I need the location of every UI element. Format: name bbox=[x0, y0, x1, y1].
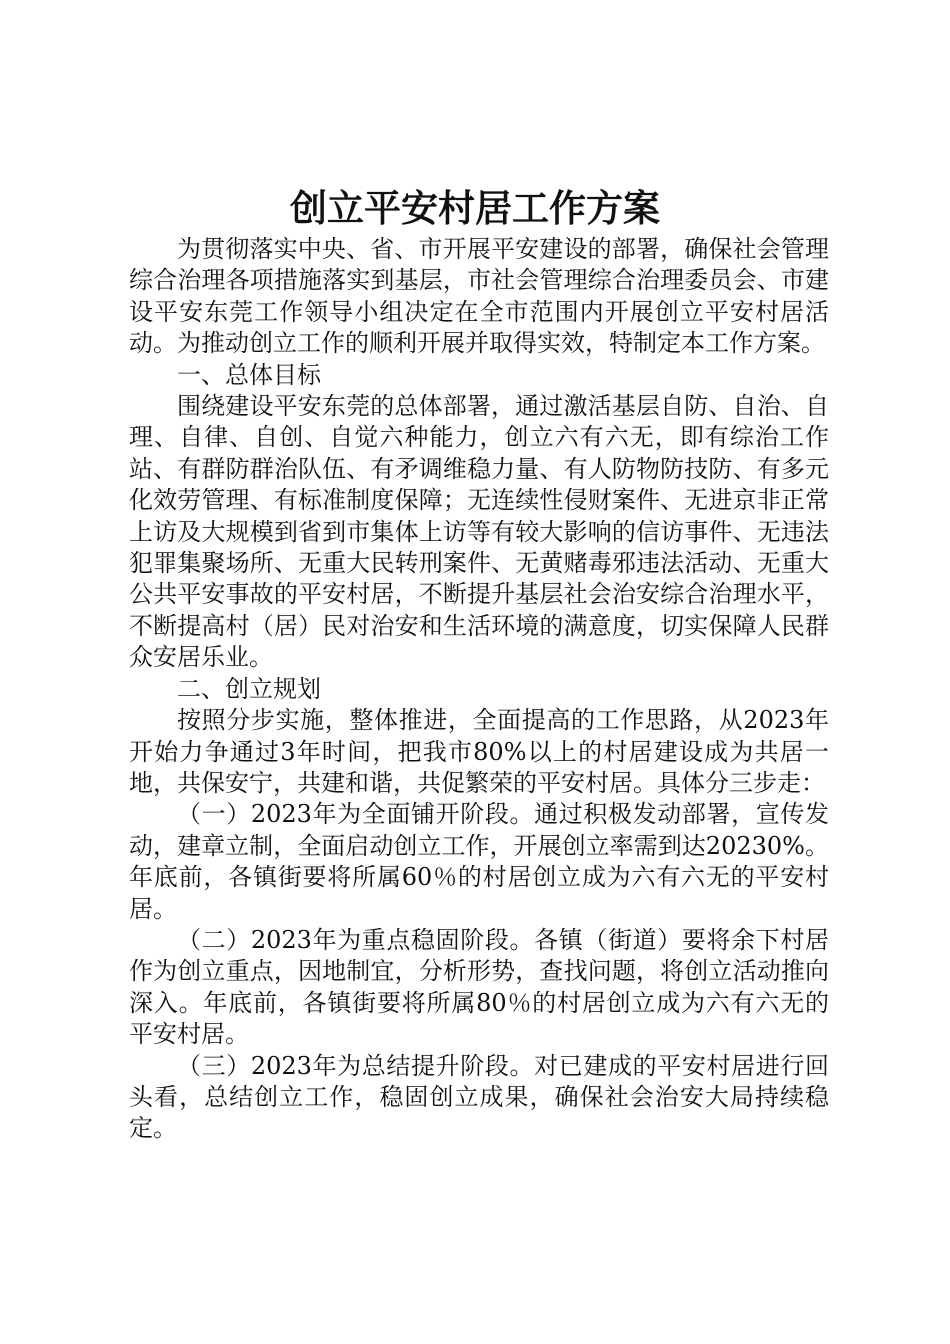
phase-one-paragraph: （一）2023年为全面铺开阶段。通过积极发动部署，宣传发动，建章立制，全面启动创立工作，开展创立率需到达20230%。年底前，各镇街要将所属60％的村居创立成为六有六无的平安村居。 bbox=[129, 800, 829, 923]
phase-three-paragraph: （三）2023年为总结提升阶段。对已建成的平安村居进行回头看，总结创立工作，稳固创立成果，确保社会治安大局持续稳定。 bbox=[129, 1051, 829, 1143]
section-heading-overall-goal: 一、总体目标 bbox=[177, 360, 321, 389]
document-body bbox=[129, 234, 829, 1145]
phase-two-paragraph: （二）2023年为重点稳固阶段。各镇（街道）要将余下村居作为创立重点，因地制宜，分析形势，查找问题，将创立活动推向深入。年底前，各镇街要将所属80％的村居创立成为六有六无的平安村居。 bbox=[129, 925, 829, 1049]
overall-goal-paragraph: 围绕建设平安东莞的总体部署，通过激活基层自防、自治、自理、自律、自创、自觉六种能力，创立六有六无，即有综治工作站、有群防群治队伍、有矛调维稳力量、有人防物防技防、有多元化效劳管理、有标准制度保障；无连续性侵财案件、无进京非正常上访及大规模到省到市集体上访等有较大影响的信访事件、无违法犯罪集聚场所、无重大民转刑案件、无黄赌毒邪违法活动、无重大公共平安事故的平安村居，不断提升基层社会治安综合治理水平，不断提高村（居）民对治安和生活环境的满意度，切实保障人民群众安居乐业。 bbox=[129, 392, 829, 672]
intro-paragraph: 为贯彻落实中央、省、市开展平安建设的部署，确保社会管理综合治理各项措施落实到基层，市社会管理综合治理委员会、市建设平安东莞工作领导小组决定在全市范围内开展创立平安村居活动。为推动创立工作的顺利开展并取得实效，特制定本工作方案。 bbox=[129, 235, 829, 358]
plan-paragraph: 按照分步实施，整体推进，全面提高的工作思路，从2023年开始力争通过3年时间，把我市80%以上的村居建设成为共居一地，共保安宁，共建和谐，共促繁荣的平安村居。具体分三步走： bbox=[129, 706, 829, 797]
document-title: 创立平安村居工作方案 bbox=[290, 186, 660, 230]
section-heading-plan: 二、创立规划 bbox=[177, 674, 321, 703]
